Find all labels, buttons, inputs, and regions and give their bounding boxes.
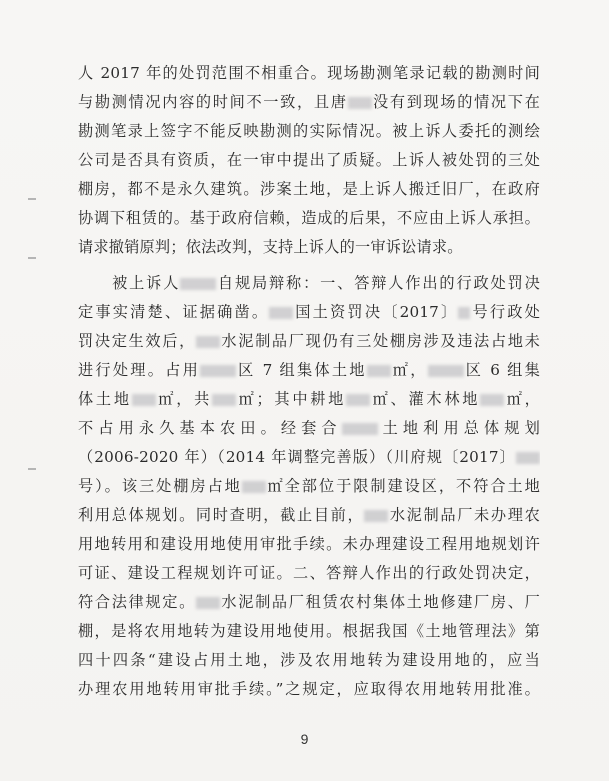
text-line: 四十四条“建设占用土地，涉及农用地转为建设用地的，应当 (78, 651, 540, 669)
redacted-text (480, 394, 504, 406)
text-line: 用地转用和建设用地使用审批手续。未办理建设工程用地规划许 (78, 535, 540, 553)
redacted-text (132, 394, 156, 406)
text-line: 公司是否具有资质，在一审中提出了质疑。上诉人被处罚的三处 (78, 151, 540, 169)
page-number: 9 (300, 731, 309, 747)
redacted-text (367, 365, 391, 377)
text-line: 定事实清楚、证据确凿。 国土资罚决〔2017〕 号行政处 (78, 303, 540, 321)
redacted-text (516, 452, 540, 464)
text-line: 号）。该三处棚房占地 ㎡全部位于限制建设区，不符合土地 (78, 477, 540, 495)
text-line: 体土地 ㎡，共 ㎡；其中耕地 ㎡、灌木林地 ㎡， (78, 390, 540, 408)
text-line: 与勘测情况内容的时间不一致，且唐 没有到现场的情况下在 (78, 93, 540, 111)
text-line: 罚决定生效后， 水泥制品厂现仍有三处棚房涉及违法占地未 (78, 332, 540, 350)
redacted-text (180, 278, 216, 290)
text-line: 符合法律规定。 水泥制品厂租赁农村集体土地修建厂房、厂 (78, 593, 540, 611)
redacted-text (242, 481, 266, 493)
redacted-text (196, 336, 220, 348)
redacted-text (364, 510, 388, 522)
redacted-text (342, 423, 378, 435)
text-line: 勘测笔录上签字不能反映勘测的实际情况。被上诉人委托的测绘 (78, 122, 540, 140)
text-line: 办理农用地转用审批手续。”之规定，应取得农用地转用批准。 (78, 680, 540, 698)
margin-mark (28, 198, 36, 200)
text-line: 被上诉人 自规局辩称：一、答辩人作出的行政处罚决 (78, 274, 540, 292)
margin-mark (28, 468, 36, 470)
redacted-text (269, 307, 293, 319)
redacted-text (348, 97, 372, 109)
text-line: （2006-2020 年）（2014 年调整完善版）（川府规〔2017〕 (78, 447, 540, 467)
redacted-text (458, 307, 470, 319)
text-line: 协调下租赁的。基于政府信赖，造成的后果，不应由上诉人承担。 (78, 209, 540, 227)
redacted-text (212, 394, 236, 406)
redacted-text (200, 365, 236, 377)
text-line: 进行处理。占用 区 7 组集体土地 ㎡， 区 6 组集 (78, 361, 540, 379)
redacted-text (346, 394, 370, 406)
margin-mark (28, 257, 36, 259)
text-line: 不占用永久基本农田。经套合 土地利用总体规划 (78, 419, 540, 437)
redacted-text (428, 365, 464, 377)
text-line: 可证、建设工程规划许可证。二、答辩人作出的行政处罚决定， (78, 564, 540, 582)
text-line: 棚房，都不是永久建筑。涉案土地，是上诉人搬迁旧厂，在政府 (78, 180, 540, 198)
text-line: 棚，是将农用地转为建设用地使用。根据我国《土地管理法》第 (78, 622, 540, 640)
text-line: 人 2017 年的处罚范围不相重合。现场勘测笔录记载的勘测时间 (78, 64, 540, 82)
redacted-text (196, 597, 220, 609)
text-line: 利用总体规划。同时查明，截止目前， 水泥制品厂未办理农 (78, 506, 540, 524)
text-line: 请求撤销原判；依法改判，支持上诉人的一审诉讼请求。 (78, 238, 463, 256)
